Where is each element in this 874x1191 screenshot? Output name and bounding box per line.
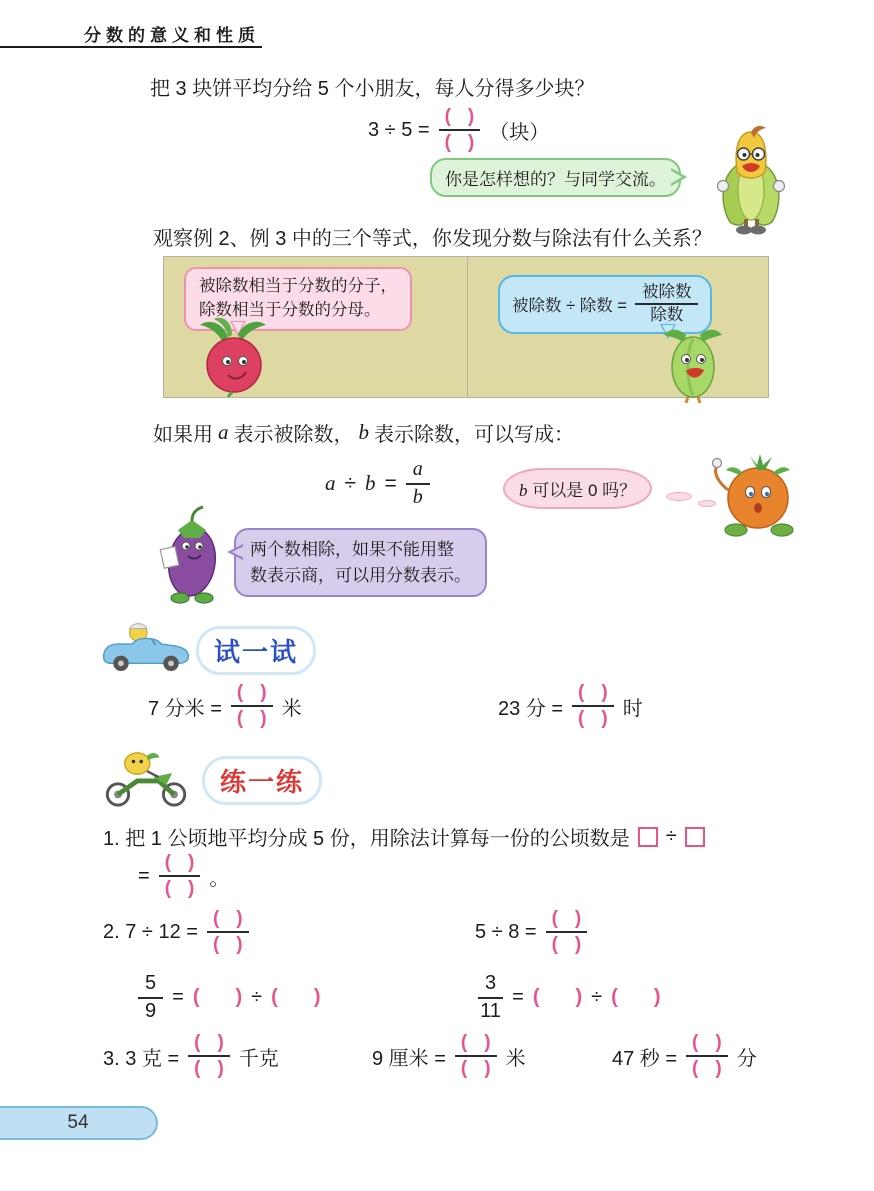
blank-paren: ( <box>271 986 278 1009</box>
page-number-pill <box>0 1106 158 1140</box>
fraction-denominator: 除数 <box>650 306 684 325</box>
practice-problem-2d <box>478 972 660 1023</box>
blank-paren: ) <box>260 708 267 730</box>
dividend-divisor-fraction <box>635 283 699 326</box>
problem-1-text: 1. 把 1 公顷地平均分成 5 份，用除法计算每一份的公顷数是 <box>103 828 630 850</box>
three-elevenths-fraction <box>478 972 503 1023</box>
blank-parens <box>271 986 320 1009</box>
corn-bubble-text: 你是怎样想的？与同学交流。 <box>445 170 666 189</box>
blank-paren: ) <box>601 708 608 730</box>
blank-paren: ) <box>467 132 475 154</box>
blank-paren: ( <box>212 908 220 929</box>
blank-paren: ) <box>236 934 243 956</box>
try-item-2 <box>498 682 643 731</box>
problem-3c-lhs: 47 秒 = <box>612 1047 678 1070</box>
practice-problem-1 <box>103 822 713 851</box>
divide-sign: ÷ <box>591 986 603 1009</box>
blank-paren: ( <box>164 878 172 900</box>
blank-paren: ( <box>460 1032 468 1053</box>
blank-paren: ) <box>235 986 243 1009</box>
blank-paren: ) <box>653 986 661 1009</box>
equation-a-div-b <box>325 458 430 509</box>
divide-sign: ÷ <box>251 986 263 1009</box>
eggplant-bubble-line1: 两个数相除，如果不能用整 <box>250 540 454 559</box>
equals-sign: = <box>172 986 184 1009</box>
blank-paren: ) <box>574 908 582 929</box>
blank-paren: ( <box>692 1058 699 1080</box>
fraction-blank <box>231 682 273 731</box>
problem-2a-lhs: 2. 7 ÷ 12 = <box>103 920 198 943</box>
blank-paren: ) <box>601 682 608 703</box>
fraction-blank <box>686 1032 728 1081</box>
try-item-1-unit: 米 <box>281 697 302 720</box>
divide-sign: ÷ <box>665 825 677 847</box>
equation-3-div-5 <box>368 106 549 155</box>
intro-question: 把 3 块饼平均分给 5 个小朋友，每人分得多少块？ <box>150 78 595 100</box>
blank-paren: ) <box>236 908 243 929</box>
blank-paren: ) <box>574 934 582 956</box>
problem-3a-lhs: 3. 3 克 = <box>103 1047 180 1070</box>
equals-sign: = <box>384 471 397 495</box>
fraction-blank <box>159 852 201 901</box>
box-divider <box>467 257 468 397</box>
problem-2b-lhs: 5 ÷ 8 = <box>475 920 537 943</box>
radish-bubble-line1: 被除数相当于分数的分子， <box>199 277 397 295</box>
tomato-thought-bubble <box>503 468 652 509</box>
blank-paren: ) <box>188 852 195 873</box>
blank-paren: ( <box>194 1032 201 1053</box>
blank-parens <box>193 986 242 1009</box>
blank-paren: ( <box>611 986 618 1009</box>
equation-unit: （块） <box>489 121 550 144</box>
practice-problem-3c <box>612 1032 757 1081</box>
equals-sign: = <box>138 864 150 887</box>
blank-parens <box>533 986 582 1009</box>
blank-parens <box>611 986 660 1009</box>
answer-box <box>638 827 658 847</box>
practice-problem-2a <box>103 908 249 957</box>
page-number: 54 <box>67 1112 89 1133</box>
header-rule <box>0 46 262 48</box>
blank-paren: ( <box>551 908 558 929</box>
lead-text-1: 如果用 <box>153 424 213 446</box>
relationship-box <box>163 256 769 398</box>
car-character <box>97 620 195 672</box>
eggplant-speech-bubble <box>234 528 487 597</box>
fraction-blank <box>207 908 249 957</box>
try-item-1-lhs: 7 分米 = <box>148 697 222 720</box>
practice-problem-3a <box>103 1032 279 1081</box>
blank-paren: ( <box>212 934 220 956</box>
blank-paren: ( <box>532 986 540 1009</box>
fraction-blank <box>572 682 614 731</box>
a-over-b-fraction <box>406 458 430 509</box>
motorcycle-character <box>97 748 197 808</box>
answer-box <box>685 827 705 847</box>
practice-problem-2b <box>475 908 587 957</box>
thought-dot <box>666 492 692 501</box>
variable-a: a <box>325 471 336 496</box>
fraction-blank <box>455 1032 497 1081</box>
fraction-denominator: 9 <box>145 999 157 1022</box>
gourd-character <box>656 323 730 403</box>
blank-paren: ) <box>217 1032 224 1053</box>
problem-3c-unit: 分 <box>736 1047 757 1070</box>
blank-paren: ( <box>194 1058 201 1080</box>
practice-problem-2c <box>138 972 320 1023</box>
chapter-title: 分数的意义和性质 <box>84 26 260 45</box>
blank-paren: ) <box>313 986 321 1009</box>
observe-prompt: 观察例 2、例 3 中的三个等式，你发现分数与除法有什么关系？ <box>153 228 712 250</box>
variable-b: b <box>358 420 369 444</box>
blank-paren: ( <box>578 682 585 703</box>
blank-paren: ) <box>188 878 195 900</box>
blank-paren: ( <box>444 106 451 127</box>
fraction-numerator: a <box>406 458 430 485</box>
blank-paren: ) <box>715 1032 722 1053</box>
tomato-bubble-text: 可以是 0 吗？ <box>532 481 637 500</box>
try-section-title: 试一试 <box>196 626 316 675</box>
fraction-blank <box>439 106 481 155</box>
problem-3a-unit: 千克 <box>238 1047 279 1070</box>
equation-lhs: 3 ÷ 5 = <box>368 118 430 141</box>
fraction-blank <box>546 908 588 957</box>
practice-problem-3b <box>372 1032 526 1081</box>
blank-paren: ) <box>575 986 583 1009</box>
blank-paren: ( <box>236 682 244 703</box>
variable-b: b <box>365 471 376 496</box>
corn-speech-bubble <box>430 158 681 197</box>
blank-paren: ( <box>551 934 558 956</box>
variable-b: b <box>519 481 528 500</box>
radish-character <box>194 317 272 397</box>
fraction-blank <box>188 1032 230 1081</box>
problem-3b-lhs: 9 厘米 = <box>372 1047 446 1070</box>
practice-section-title: 练一练 <box>202 756 322 805</box>
try-item-2-unit: 时 <box>622 697 643 720</box>
blank-paren: ) <box>260 682 267 703</box>
eggplant-bubble-line2: 数表示商，可以用分数表示。 <box>250 565 471 585</box>
gourd-bubble-lhs: 被除数 ÷ 除数 = <box>512 297 627 316</box>
try-item-1 <box>148 682 302 731</box>
blank-paren: ) <box>715 1058 722 1080</box>
lead-text-3: 表示除数，可以写成： <box>374 424 574 446</box>
blank-paren: ( <box>692 1032 699 1053</box>
blank-paren: ( <box>236 708 244 730</box>
lead-text-2: 表示被除数， <box>233 424 354 446</box>
fraction-numerator: 被除数 <box>635 283 699 305</box>
divide-sign: ÷ <box>344 471 357 495</box>
five-ninths-fraction <box>138 972 163 1023</box>
fraction-numerator: 5 <box>138 972 163 999</box>
radish-bubble-line2: 除数相当于分数的分母。 <box>199 300 381 319</box>
blank-paren: ( <box>192 986 200 1009</box>
problem-3b-unit: 米 <box>505 1047 526 1070</box>
period-mark: 。 <box>209 867 230 890</box>
tomato-character <box>700 450 808 538</box>
fraction-numerator: 3 <box>478 972 503 999</box>
blank-paren: ( <box>444 132 451 154</box>
blank-paren: ( <box>460 1058 468 1080</box>
try-item-2-lhs: 23 分 = <box>498 697 564 720</box>
blank-paren: ) <box>484 1032 491 1053</box>
fraction-denominator: b <box>412 485 423 508</box>
blank-paren: ( <box>578 708 585 730</box>
practice-problem-1-continued <box>138 852 229 901</box>
corn-character <box>706 126 798 238</box>
blank-paren: ) <box>217 1058 224 1080</box>
fraction-denominator: 11 <box>480 999 501 1022</box>
blank-paren: ) <box>467 106 475 127</box>
blank-paren: ) <box>484 1058 491 1080</box>
equals-sign: = <box>512 986 524 1009</box>
variable-a: a <box>218 420 229 444</box>
formula-lead <box>153 418 574 447</box>
blank-paren: ( <box>164 852 172 873</box>
